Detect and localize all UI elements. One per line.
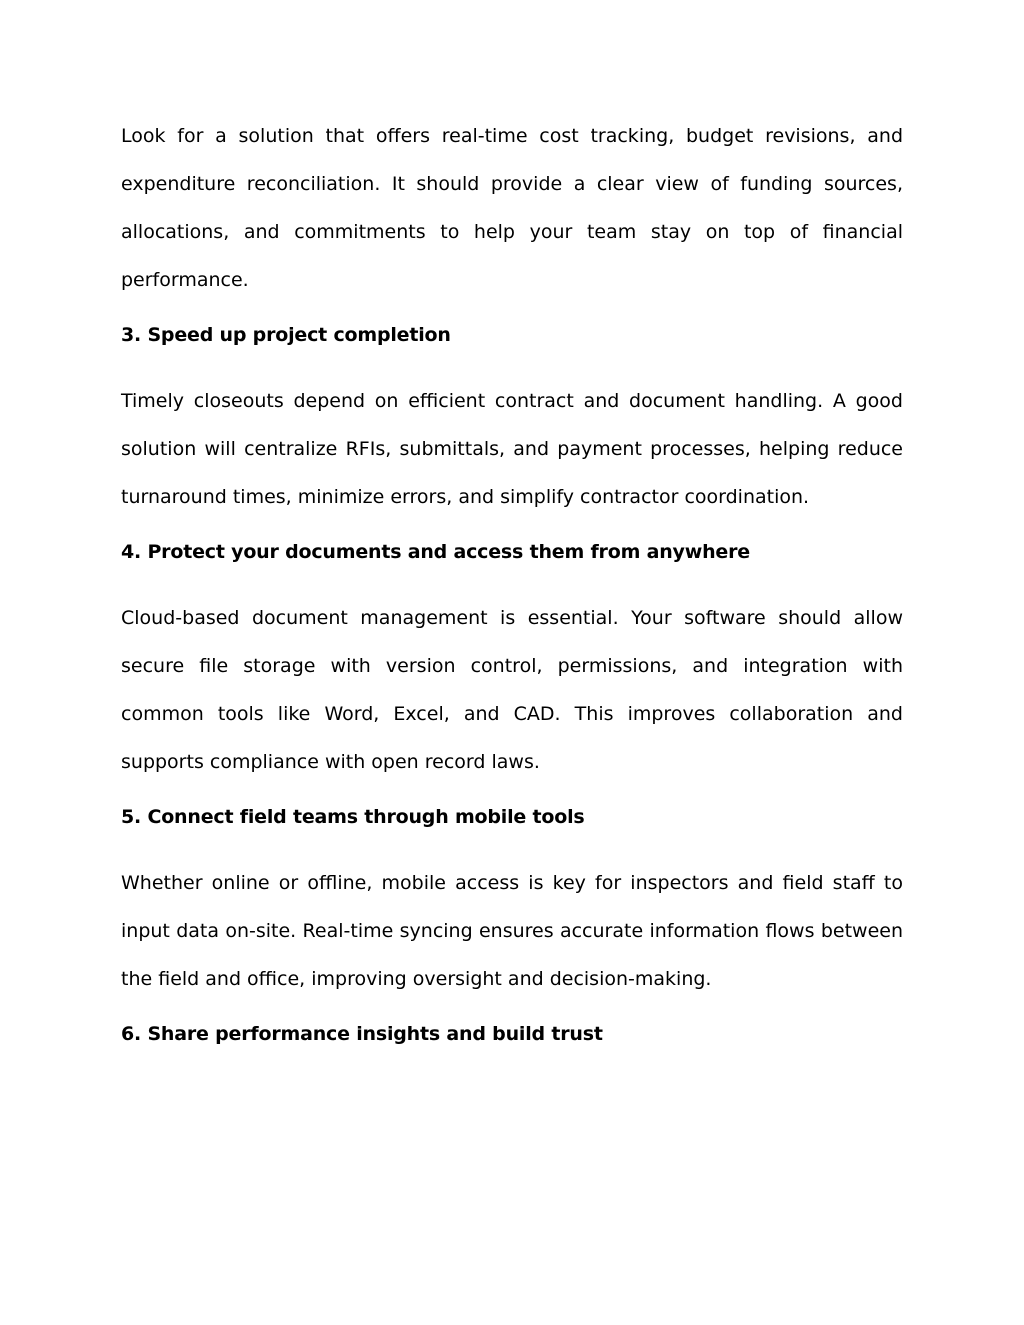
paragraph-mobile-access: Whether online or offline, mobile access is key for inspectors and field staff to input data on-site. Real-time syncing ensures accurate information flows between the field and office, improving oversight and decision-making.	[121, 872, 903, 990]
heading-speed-up-completion: 3. Speed up project completion	[121, 324, 451, 346]
spacer	[121, 1003, 903, 1022]
spacer	[121, 829, 903, 859]
heading-protect-documents: 4. Protect your documents and access them from anywhere	[121, 541, 750, 563]
heading-share-insights: 6. Share performance insights and build trust	[121, 1023, 603, 1045]
paragraph-financial-tracking: Look for a solution that offers real-time cost tracking, budget revisions, and expenditure reconciliation. It should provide a clear view of funding sources, allocations, and commitments to help your team stay on top of financial performance.	[121, 125, 903, 291]
spacer	[121, 786, 903, 805]
paragraph-cloud-document-management: Cloud-based document management is essential. Your software should allow secure file storage with version control, permissions, and integration with common tools like Word, Excel, and CAD. This improves collaboration and supports compliance with open record laws.	[121, 607, 903, 773]
spacer	[121, 564, 903, 594]
spacer	[121, 304, 903, 323]
paragraph-closeouts: Timely closeouts depend on efficient contract and document handling. A good solution will centralize RFIs, submittals, and payment processes, helping reduce turnaround times, minimize errors, and simplify contractor coordination.	[121, 390, 903, 508]
spacer	[121, 347, 903, 377]
heading-connect-field-teams: 5. Connect field teams through mobile tools	[121, 806, 585, 828]
spacer	[121, 521, 903, 540]
document-page	[121, 112, 903, 1046]
